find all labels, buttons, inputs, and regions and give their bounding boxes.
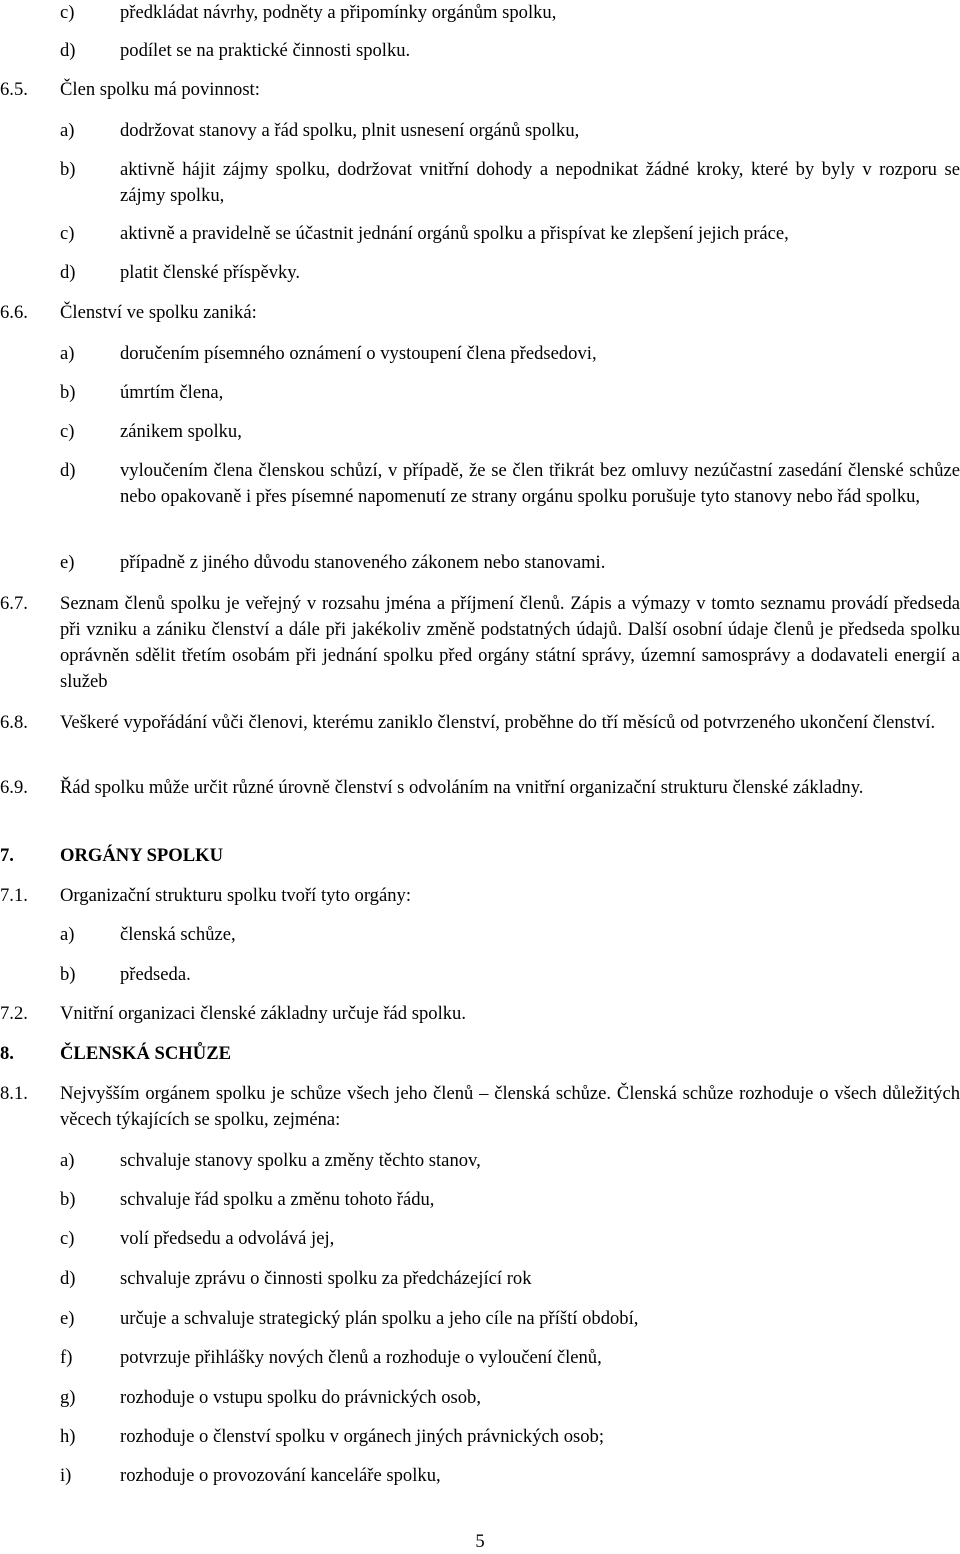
list-label: d) [60,460,76,481]
list-label: d) [60,40,76,61]
list-item-text: rozhoduje o provozování kanceláře spolku, [120,1465,441,1486]
list-item-text: potvrzuje přihlášky nových členů a rozhoduje o vyloučení členů, [120,1347,602,1368]
list-label: a) [60,343,75,364]
section-number: 6.5. [0,79,28,100]
list-label: d) [60,262,76,283]
list-label: a) [60,924,75,945]
list-item-text: volí předsedu a odvolává jej, [120,1228,335,1249]
list-label: a) [60,120,75,141]
list-item-text: doručením písemného oznámení o vystoupení člena předsedovi, [120,343,597,364]
section-text: Nejvyšším orgánem spolku je schůze všech jeho členů – členská schůze. Členská schůze rozhoduje o všech důležitých věcech týkajících se spolku, zejména: [60,1083,960,1130]
section-number: 8.1. [0,1083,28,1104]
list-label: i) [60,1465,72,1486]
list-label: b) [60,1189,76,1210]
section-text: Veškeré vypořádání vůči členovi, kterému zaniklo členství, proběhne do tří měsíců od potvrzeného ukončení členství. [60,712,936,733]
list-label: g) [60,1387,76,1408]
list-item-text: aktivně a pravidelně se účastnit jednání orgánů spolku a přispívat ke zlepšení jejich práce, [120,223,789,244]
list-item-text: schvaluje stanovy spolku a změny těchto stanov, [120,1150,481,1171]
list-item-text: členská schůze, [120,924,236,945]
list-item-text: dodržovat stanovy a řád spolku, plnit usnesení orgánů spolku, [120,120,580,141]
list-item-text: platit členské příspěvky. [120,262,301,283]
list-label: d) [60,1268,76,1289]
list-item-text: určuje a schvaluje strategický plán spolku a jeho cíle na příští období, [120,1308,639,1329]
section-text: Členství ve spolku zaniká: [60,302,257,323]
list-item-text: případně z jiného důvodu stanoveného zákonem nebo stanovami. [120,552,606,573]
list-label: b) [60,382,76,403]
heading-number: 7. [0,845,14,866]
list-label: c) [60,223,75,244]
section-text: Seznam členů spolku je veřejný v rozsahu jména a příjmení členů. Zápis a výmazy v tomto seznamu provádí předseda při vzniku a zániku členství a dále při jakékoliv změně podstatných údajů. Další osobní údaje členů je předseda spolku oprávněn sdělit třetím osobám při jednání spolku před orgány státní správy, územní samosprávy a dodavateli energií a služeb [60,593,960,692]
heading-number: 8. [0,1043,14,1064]
section-text: Řád spolku může určit různé úrovně členství s odvoláním na vnitřní organizační strukturu členské základny. [60,777,864,798]
list-label: b) [60,964,76,985]
list-label: c) [60,2,75,23]
list-label: b) [60,159,76,180]
list-item-text: zánikem spolku, [120,421,242,442]
list-item-text: předseda. [120,964,191,985]
list-label: h) [60,1426,76,1447]
list-item-text: schvaluje řád spolku a změnu tohoto řádu, [120,1189,435,1210]
list-item-text: podílet se na praktické činnosti spolku. [120,40,411,61]
list-label: a) [60,1150,75,1171]
section-text: Vnitřní organizaci členské základny určuje řád spolku. [60,1003,466,1024]
list-item-text: úmrtím člena, [120,382,224,403]
list-label: c) [60,1228,75,1249]
section-number: 6.9. [0,777,28,798]
section-heading: ČLENSKÁ SCHŮZE [60,1043,232,1064]
list-label: f) [60,1347,73,1368]
list-label: e) [60,552,75,573]
list-label: e) [60,1308,75,1329]
section-heading: ORGÁNY SPOLKU [60,845,224,866]
list-item-text: schvaluje zprávu o činnosti spolku za předcházející rok [120,1268,532,1289]
section-number: 7.1. [0,885,28,906]
section-number: 6.7. [0,593,28,614]
list-item-text: vyloučením člena členskou schůzí, v případě, že se člen třikrát bez omluvy nezúčastní zasedání členské schůze nebo opakovaně i přes písemné napomenutí ze strany orgánu spolku porušuje tyto stanovy nebo řád spolku, [120,460,960,507]
list-label: c) [60,421,75,442]
list-item-text: rozhoduje o vstupu spolku do právnických osob, [120,1387,481,1408]
list-item-text: rozhoduje o členství spolku v orgánech jiných právnických osob; [120,1426,605,1447]
list-item-text: předkládat návrhy, podněty a připomínky orgánům spolku, [120,2,557,23]
section-text: Člen spolku má povinnost: [60,79,260,100]
page-number: 5 [475,1531,485,1552]
section-number: 6.6. [0,302,28,323]
section-number: 7.2. [0,1003,28,1024]
section-text: Organizační strukturu spolku tvoří tyto orgány: [60,885,411,906]
list-item-text: aktivně hájit zájmy spolku, dodržovat vnitřní dohody a nepodnikat žádné kroky, které by byly v rozporu se zájmy spolku, [120,159,960,206]
section-number: 6.8. [0,712,28,733]
